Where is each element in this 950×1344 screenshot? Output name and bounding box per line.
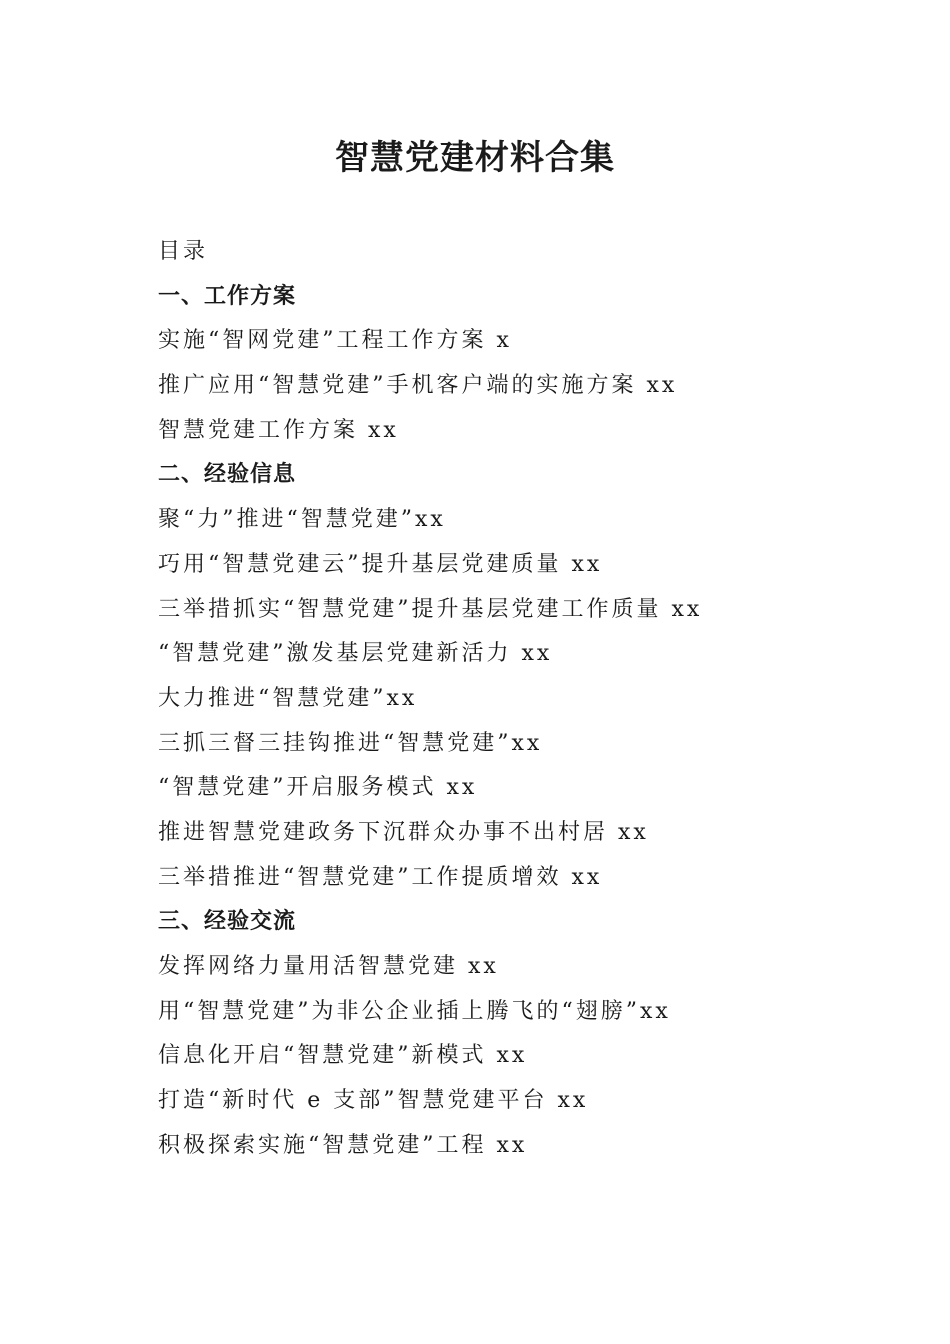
toc-entry: “智慧党建”开启服务模式 xx [158, 775, 478, 801]
toc-entry: 智慧党建工作方案 xx [158, 417, 399, 443]
toc-entry: 积极探索实施“智慧党建”工程 xx [158, 1132, 528, 1158]
toc-entry: 打造“新时代 e 支部”智慧党建平台 xx [158, 1088, 589, 1114]
toc-entry: 巧用“智慧党建云”提升基层党建质量 xx [158, 551, 603, 577]
toc-entry: “智慧党建”激发基层党建新活力 xx [158, 641, 553, 667]
table-of-contents [158, 230, 898, 1168]
toc-entry: 信息化开启“智慧党建”新模式 xx [158, 1043, 528, 1069]
section-heading: 三、经验交流 [158, 909, 297, 935]
toc-label: 目录 [158, 239, 209, 264]
toc-entry: 三抓三督三挂钩推进“智慧党建”xx [158, 730, 543, 756]
toc-entry: 推广应用“智慧党建”手机客户端的实施方案 xx [158, 373, 678, 399]
toc-entry: 三举措抓实“智慧党建”提升基层党建工作质量 xx [158, 596, 703, 622]
section-heading: 一、工作方案 [158, 283, 297, 309]
section-heading: 二、经验信息 [158, 462, 297, 488]
toc-entry: 发挥网络力量用活智慧党建 xx [158, 954, 499, 979]
toc-entry: 聚“力”推进“智慧党建”xx [158, 507, 446, 533]
toc-entry: 三举措推进“智慧党建”工作提质增效 xx [158, 864, 603, 890]
toc-entry: 推进智慧党建政务下沉群众办事不出村居 xx [158, 819, 649, 845]
toc-entry: 实施“智网党建”工程工作方案 x [158, 328, 512, 354]
document-title: 智慧党建材料合集 [335, 138, 615, 178]
toc-entry: 大力推进“智慧党建”xx [158, 685, 418, 711]
toc-entry: 用“智慧党建”为非公企业插上腾飞的“翅膀”xx [158, 998, 671, 1024]
